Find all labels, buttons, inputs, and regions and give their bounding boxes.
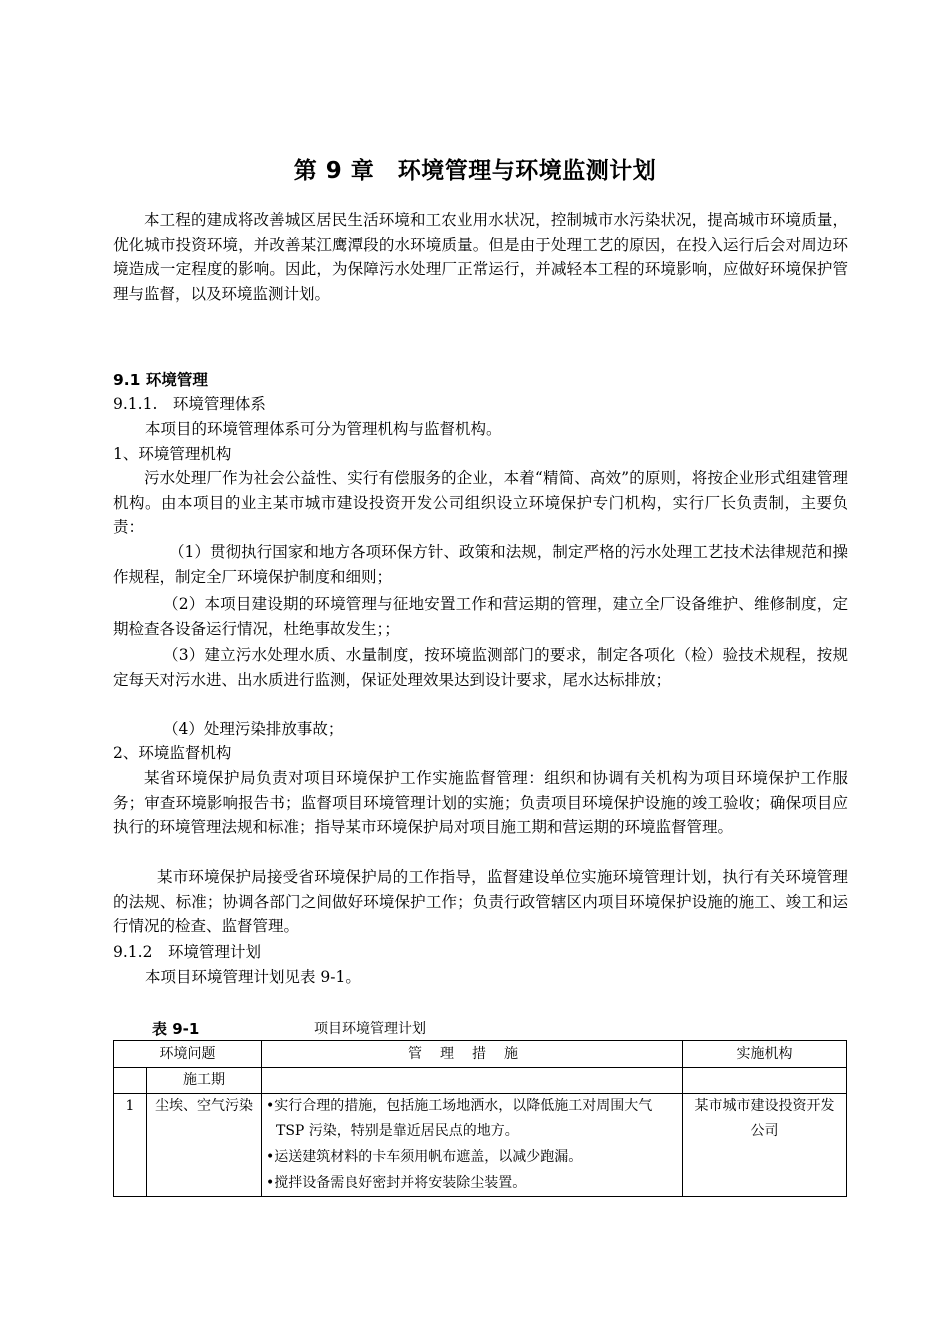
measure-item: •实行合理的措施，包括施工场地洒水，以降低施工对周围大气 TSP 污染，特别是靠近居民点的地方。 bbox=[266, 1098, 653, 1139]
table-number: 表 9-1 bbox=[152, 1020, 200, 1038]
plan-reference: 本项目环境管理计划见表 9-1。 bbox=[145, 968, 361, 986]
header-measures-cell bbox=[262, 1041, 683, 1068]
section-heading-9-1: 9.1 环境管理 bbox=[113, 371, 208, 389]
table-row bbox=[114, 1094, 847, 1197]
system-intro: 本项目的环境管理体系可分为管理机构与监督机构。 bbox=[145, 420, 502, 438]
mgmt-org-paragraph: 污水处理厂作为社会公益性、实行有偿服务的企业，本着“精简、高效”的原则，将按企业形式组建管理机构。由本项目的业主某市城市建设投资开发公司组织设立环境保护专门机构，实行厂长负责制，主要负责： bbox=[113, 469, 848, 537]
intro-paragraph: 本工程的建成将改善城区居民生活环境和工农业用水状况，控制城市水污染状况，提高城市环境质量，优化城市投资环境，并改善某江鹰潭段的水环境质量。但是由于处理工艺的原因，在投入运行后会对周边环境造成一定程度的影响。因此，为保障污水处理厂正常运行，并减轻本工程的环境影响，应做好环境保护管理与监督，以及环境监测计划。 bbox=[113, 211, 848, 304]
row-measures bbox=[262, 1094, 683, 1197]
mgmt-item-1: （1）贯彻执行国家和地方各项环保方针、政策和法规，制定严格的污水处理工艺技术法律规范和操作规程，制定全厂环境保护制度和细则； bbox=[113, 543, 848, 586]
mgmt-item-4: （4）处理污染排放事故； bbox=[163, 720, 344, 738]
row-org: 某市城市建设投资开发公司 bbox=[683, 1094, 847, 1197]
phase-measures-cell bbox=[262, 1068, 683, 1094]
header-issue: 环境问题 bbox=[114, 1041, 262, 1068]
supv-org-paragraph-1: 某省环境保护局负责对项目环境保护工作实施监督管理：组织和协调有关机构为项目环境保护工作服务；审查环境影响报告书；监督项目环境管理计划的实施；负责项目环境保护设施的竣工验收；确保项目应执行的环境管理法规和标准；指导某市环境保护局对项目施工期和营运期的环境监督管理。 bbox=[113, 769, 848, 837]
chapter-title: 第 9 章 环境管理与环境监测计划 bbox=[293, 158, 657, 184]
supv-org-paragraph-2: 某市环境保护局接受省环境保护局的工作指导，监督建设单位实施环境管理计划，执行有关环境管理的法规、标准；协调各部门之间做好环境保护工作；负责行政管辖区内项目环境保护设施的施工、竣工和运行情况的检查、监督管理。 bbox=[113, 868, 848, 936]
phase-num-cell bbox=[114, 1068, 147, 1094]
header-measures: 管理措施 bbox=[408, 1046, 536, 1062]
env-management-plan-table bbox=[113, 1040, 847, 1197]
row-number: 1 bbox=[114, 1094, 147, 1197]
measure-item: •运送建筑材料的卡车须用帆布遮盖，以减少跑漏。 bbox=[266, 1149, 583, 1165]
supv-org-heading: 2、环境监督机构 bbox=[113, 744, 232, 762]
measure-item: •搅拌设备需良好密封并将安装除尘装置。 bbox=[266, 1175, 527, 1191]
subsection-heading-9-1-2: 9.1.2 环境管理计划 bbox=[113, 943, 261, 961]
subsection-heading-9-1-1: 9.1.1. 环境管理体系 bbox=[113, 395, 266, 413]
header-org: 实施机构 bbox=[683, 1041, 847, 1068]
mgmt-item-2: （2）本项目建设期的环境管理与征地安置工作和营运期的管理，建立全厂设备维护、维修制度，定期检查各设备运行情况，杜绝事故发生；； bbox=[113, 595, 848, 638]
phase-org-cell bbox=[683, 1068, 847, 1094]
mgmt-org-heading: 1、环境管理机构 bbox=[113, 445, 232, 463]
phase-row bbox=[114, 1068, 847, 1094]
table-header-row bbox=[114, 1041, 847, 1068]
phase-label: 施工期 bbox=[147, 1068, 262, 1094]
row-issue: 尘埃、空气污染 bbox=[147, 1094, 262, 1197]
mgmt-item-3: （3）建立污水处理水质、水量制度，按环境监测部门的要求，制定各项化（检）验技术规程，按规定每天对污水进、出水质进行监测，保证处理效果达到设计要求，尾水达标排放； bbox=[113, 646, 848, 689]
table-caption: 项目环境管理计划 bbox=[314, 1021, 426, 1037]
